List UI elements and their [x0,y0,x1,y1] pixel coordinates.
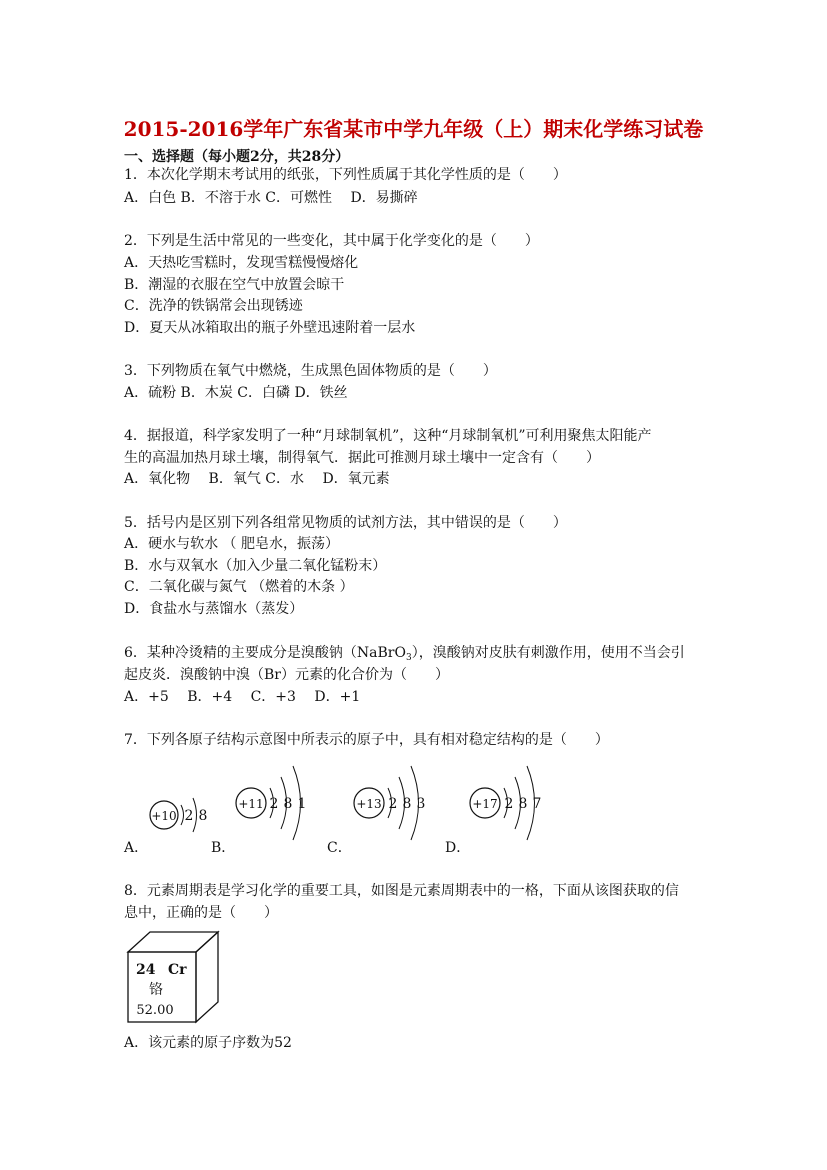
shell-electrons: 2 [269,796,279,812]
question-8-stem-line2: 息中，正确的是（ ） [124,905,278,921]
question-8-stem-line1: 8．元素周期表是学习化学的重要工具，如图是元素周期表中的一格，下面从该图获取的信 [124,883,679,899]
question-2-option-c: C．洗净的铁锅常会出现锈迹 [124,298,303,314]
question-6-stem-post: ），溴酸钠对皮肤有刺激作用，使用不当会引 [411,645,685,661]
option-label-d: D． [445,840,471,856]
question-5-stem: 5．括号内是区别下列各组常见物质的试剂方法，其中错误的是（ ） [124,515,567,531]
question-7-stem: 7．下列各原子结构示意图中所表示的原子中，具有相对稳定结构的是（ ） [124,732,609,748]
shell-electrons: 2 [388,796,398,812]
question-2-option-b: B．潮湿的衣服在空气中放置会晾干 [124,277,345,293]
option-label-b: B． [211,840,236,856]
question-3-options: A．硫粉 B．木炭 C．白磷 D．铁丝 [124,385,348,401]
shell-electrons: 8 [518,796,528,812]
element-name: 铬 [149,982,163,998]
shell-arc [181,805,184,825]
question-2-option-d: D．夏天从冰箱取出的瓶子外壁迅速附着一层水 [124,320,416,336]
question-4-stem-line2: 生的高温加热月球土壤，制得氧气．据此可推测月球土壤中一定含有（ ） [124,450,600,466]
section-heading: 一、选择题（每小题2分，共28分） [124,149,350,165]
shell-electrons: 8 [198,808,208,824]
question-4-stem-line1: 4．据报道，科学家发明了一种“月球制氧机”，这种“月球制氧机”可利用聚焦太阳能产 [124,428,652,444]
atom-diagram-b [236,766,306,840]
shell-electrons: 3 [416,796,426,812]
question-5-option-b: B．水与双氧水（加入少量二氧化锰粉末） [124,558,387,574]
atom-diagram-a [150,798,207,832]
atom-diagram-d [470,766,541,840]
shell-electrons: 1 [297,796,307,812]
shell-electrons: 8 [402,796,412,812]
nucleus-charge: +10 [151,809,177,823]
question-2-stem: 2．下列是生活中常见的一些变化，其中属于化学变化的是（ ） [124,233,539,249]
question-6-stem-line1 [124,644,685,667]
question-6-stem-pre: 6．某种冷烫精的主要成分是溴酸钠（NaBrO [124,645,406,661]
question-1-options: A．白色 B．不溶于水 C．可燃性 D．易撕碎 [124,190,418,206]
question-6-stem-line2: 起皮炎．溴酸钠中溴（Br）元素的化合价为（ ） [124,667,449,683]
question-6-options: A．+5 B．+4 C．+3 D．+1 [124,689,361,705]
cell-top-face [128,932,218,952]
question-3-stem: 3．下列物质在氧气中燃烧，生成黑色固体物质的是（ ） [124,363,497,379]
question-5-option-a: A．硬水与软水 （ 肥皂水，振荡） [124,536,340,552]
exam-title: 2015-2016学年广东省某市中学九年级（上）期末化学练习试卷 [123,117,704,141]
question-5-option-d: D．食盐水与蒸馏水（蒸发） [124,601,304,617]
question-6-subscript: 3 [405,653,412,663]
element-symbol: Cr [168,962,187,978]
question-1-stem: 1．本次化学期末考试用的纸张，下列性质属于其化学性质的是（ ） [124,167,567,183]
atomic-number: 24 [136,962,156,978]
question-4-options: A．氧化物 B．氧气 C．水 D．氧元素 [124,471,390,487]
option-label-a: A． [124,840,149,856]
shell-arc [193,798,197,832]
nucleus-charge: +11 [238,797,264,811]
question-8-option-a: A．该元素的原子序数为52 [124,1035,292,1051]
shell-electrons: 2 [504,796,514,812]
atom-diagram-c [354,766,425,840]
nucleus-charge: +13 [356,797,382,811]
periodic-table-cell [120,928,230,1028]
question-2-option-a: A．天热吃雪糕时，发现雪糕慢慢熔化 [124,255,359,271]
option-label-c: C． [327,840,352,856]
cell-side-face [196,932,218,1022]
shell-electrons: 8 [283,796,293,812]
atomic-mass: 52.00 [136,1003,174,1018]
question-5-option-c: C．二氧化碳与氮气 （燃着的木条 ） [124,579,354,595]
shell-electrons: 2 [184,808,194,824]
nucleus-charge: +17 [472,797,498,811]
shell-electrons: 7 [532,796,542,812]
